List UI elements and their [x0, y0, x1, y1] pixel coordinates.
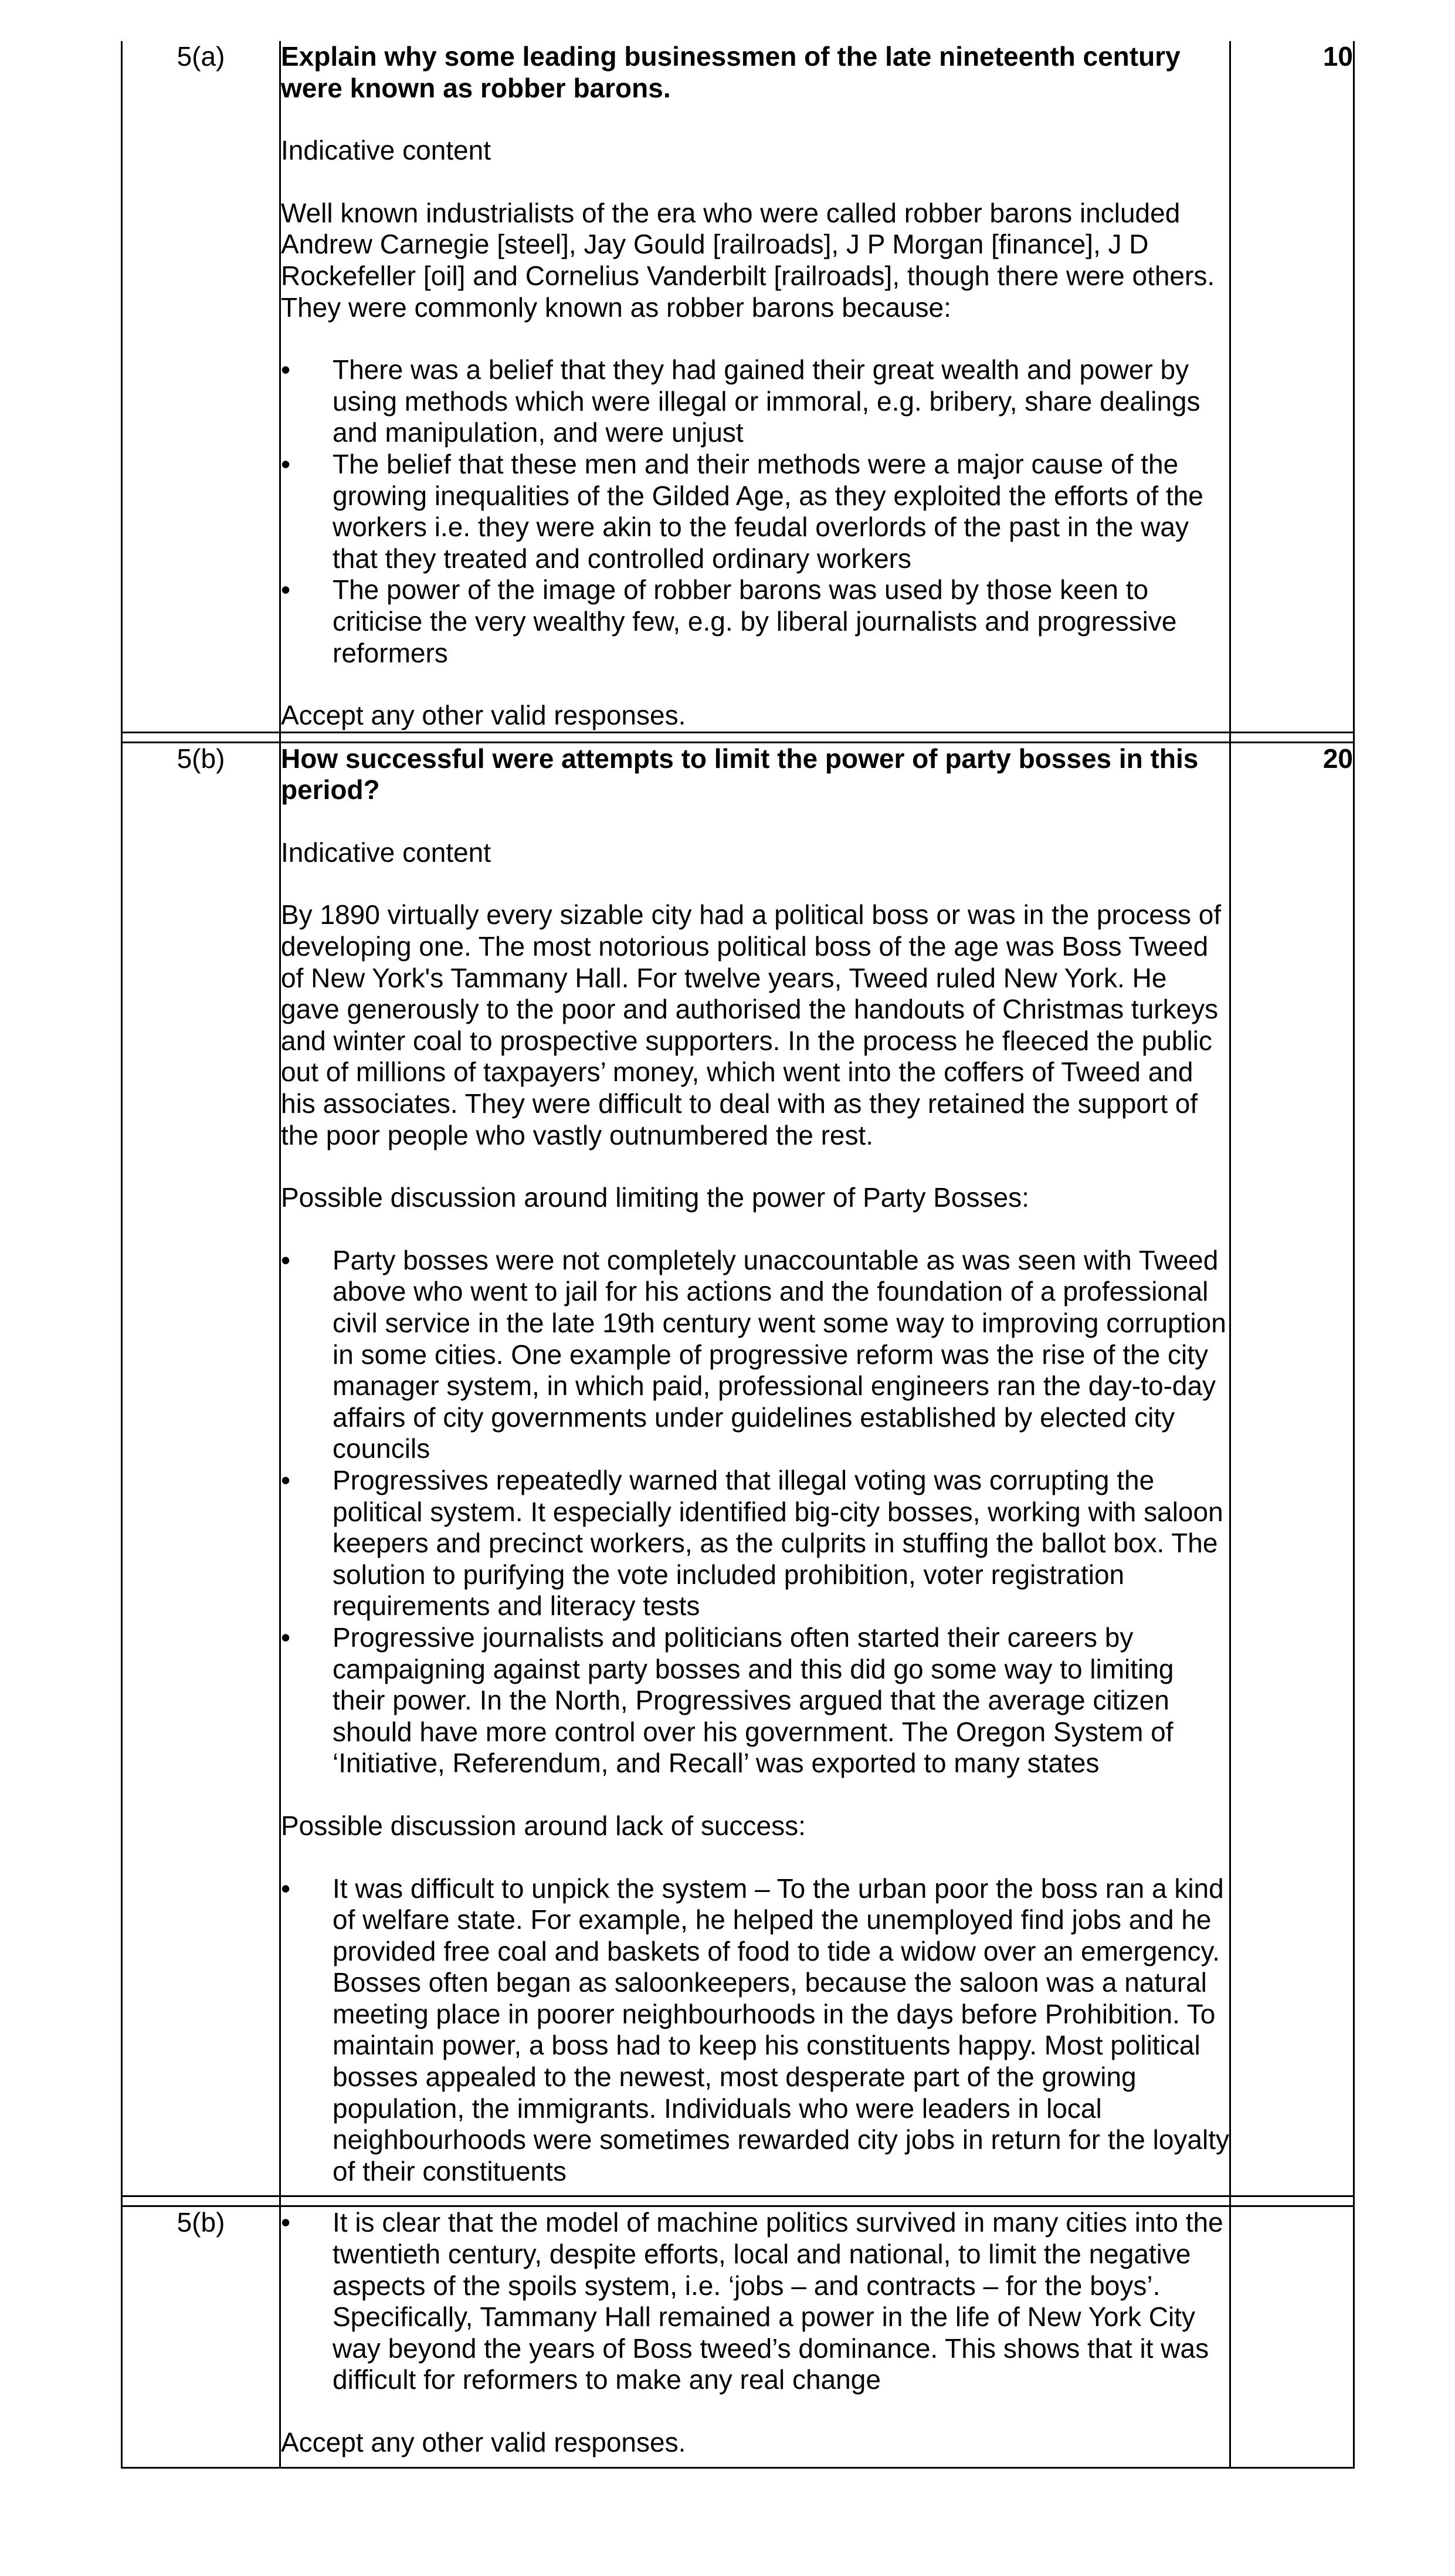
indicative-content-heading: Indicative content: [281, 837, 491, 868]
mark-scheme-table: [121, 41, 1355, 2469]
bullet-icon: •: [281, 1244, 291, 1275]
bullet-icon: •: [281, 574, 291, 605]
marks-value: 20: [1230, 742, 1354, 2196]
list-item: • Progressives repeatedly warned that illegal voting was corrupting the political system. It especially identified big-city bosses, working with saloon keepers and precinct workers, as the culprits in stuffing the ballot box. The solution to purifying the vote included prohibition, voter registration requirements and literacy tests: [281, 1464, 1223, 1622]
bullet-icon: •: [281, 448, 291, 479]
list-item: • It was difficult to unpick the system – To the urban poor the boss ran a kind of welfare state. For example, he helped the unemployed find jobs and he provided free coal and baskets of food to tide a widow over an emergency. Bosses often began as saloonkeepers, because the saloon was a natural meeting place in poorer neighbourhoods in the days before Prohibition. To maintain power, a boss had to keep his constituents happy. Most political bosses appealed to the newest, most desperate part of the growing population, the immigrants. Individuals who were leaders in local neighbourhoods were sometimes rewarded city jobs in return for the loyalty of their constituents: [281, 1873, 1229, 2186]
question-text: Explain why some leading businessmen of the late nineteenth century were known as robber barons.: [281, 41, 1181, 103]
list-item: • There was a belief that they had gained their great wealth and power by using methods which were illegal or immoral, e.g. bribery, share dealings and manipulation, and were unjust: [281, 354, 1200, 448]
answer-guidance: [280, 41, 1230, 732]
intro-paragraph: Well known industrialists of the era who were called robber barons included Andrew Carnegie [steel], Jay Gould [railroads], J P Morgan [finance], J D Rockefeller [oil] and Cornelius Vanderbilt [railroads], though there were others. They were commonly known as robber barons because:: [281, 197, 1215, 323]
list-item: • Party bosses were not completely unaccountable as was seen with Tweed above who went to jail for his actions and the foundation of a professional civil service in the late 19th century went some way to improving corruption in some cities. One example of progressive reform was the rise of the city manager system, in which paid, professional engineers ran the day-to-day affairs of city governments under guidelines established by elected city councils: [281, 1244, 1226, 1464]
bullet-icon: •: [281, 1464, 291, 1495]
accept-note: Accept any other valid responses.: [281, 700, 686, 731]
row-divider: [122, 2196, 1354, 2206]
bullet-list: [281, 1245, 1229, 1779]
accept-note: Accept any other valid responses.: [281, 2427, 686, 2457]
question-number: 5(b): [122, 2206, 280, 2467]
list-item: • Progressive journalists and politicians often started their careers by campaigning against party bosses and this did go some way to limiting their power. In the North, Progressives argued that the average citizen should have more control over his government. The Oregon System of ‘Initiative, Referendum, and Recall’ was exported to many states: [281, 1622, 1174, 1779]
row-divider: [122, 732, 1354, 742]
list-item: • The belief that these men and their methods were a major cause of the growing inequalities of the Gilded Age, as they exploited the efforts of the workers i.e. they were akin to the feudal overlords of the past in the way that they treated and controlled ordinary workers: [281, 448, 1203, 574]
question-text: How successful were attempts to limit the power of party bosses in this period?: [281, 743, 1199, 805]
intro-paragraph: By 1890 virtually every sizable city had a political boss or was in the process of developing one. The most notorious political boss of the age was Boss Tweed of New York's Tammany Hall. For twelve years, Tweed ruled New York. He gave generously to the poor and authorised the handouts of Christmas turkeys and winter coal to prospective supporters. In the process he fleeced the public out of millions of taxpayers’ money, which went into the coffers of Tweed and his associates. They were difficult to deal with as they retained the support of the poor people who vastly outnumbered the rest.: [281, 899, 1222, 1150]
bullet-list: [281, 2207, 1229, 2396]
discussion-heading: Possible discussion around limiting the power of Party Bosses:: [281, 1182, 1029, 1213]
list-item: • It is clear that the model of machine politics survived in many cities into the twentieth century, despite efforts, local and national, to limit the negative aspects of the spoils system, i.e. ‘jobs – and contracts – for the boys’. Specifically, Tammany Hall remained a power in the life of New York City way beyond the years of Boss tweed’s dominance. This shows that it was difficult for reformers to make any real change: [281, 2207, 1223, 2395]
bullet-icon: •: [281, 2207, 291, 2238]
question-number: 5(b): [122, 742, 280, 2196]
indicative-content-heading: Indicative content: [281, 135, 491, 166]
bullet-list: [281, 1873, 1229, 2188]
bullet-icon: •: [281, 1622, 291, 1653]
answer-guidance: [280, 742, 1230, 2196]
bullet-icon: •: [281, 1873, 291, 1904]
bullet-icon: •: [281, 354, 291, 385]
question-row-5a: [122, 41, 1354, 732]
question-row-5b: [122, 742, 1354, 2196]
bullet-list: [281, 354, 1229, 669]
question-number: 5(a): [122, 41, 280, 732]
list-item: • The power of the image of robber barons was used by those keen to criticise the very wealthy few, e.g. by liberal journalists and progressive reformers: [281, 574, 1177, 668]
answer-guidance: [280, 2206, 1230, 2467]
marks-value: [1230, 2206, 1354, 2467]
marks-value: 10: [1230, 41, 1354, 732]
discussion-heading: Possible discussion around lack of success:: [281, 1810, 806, 1841]
question-row-5b-continued: [122, 2206, 1354, 2467]
